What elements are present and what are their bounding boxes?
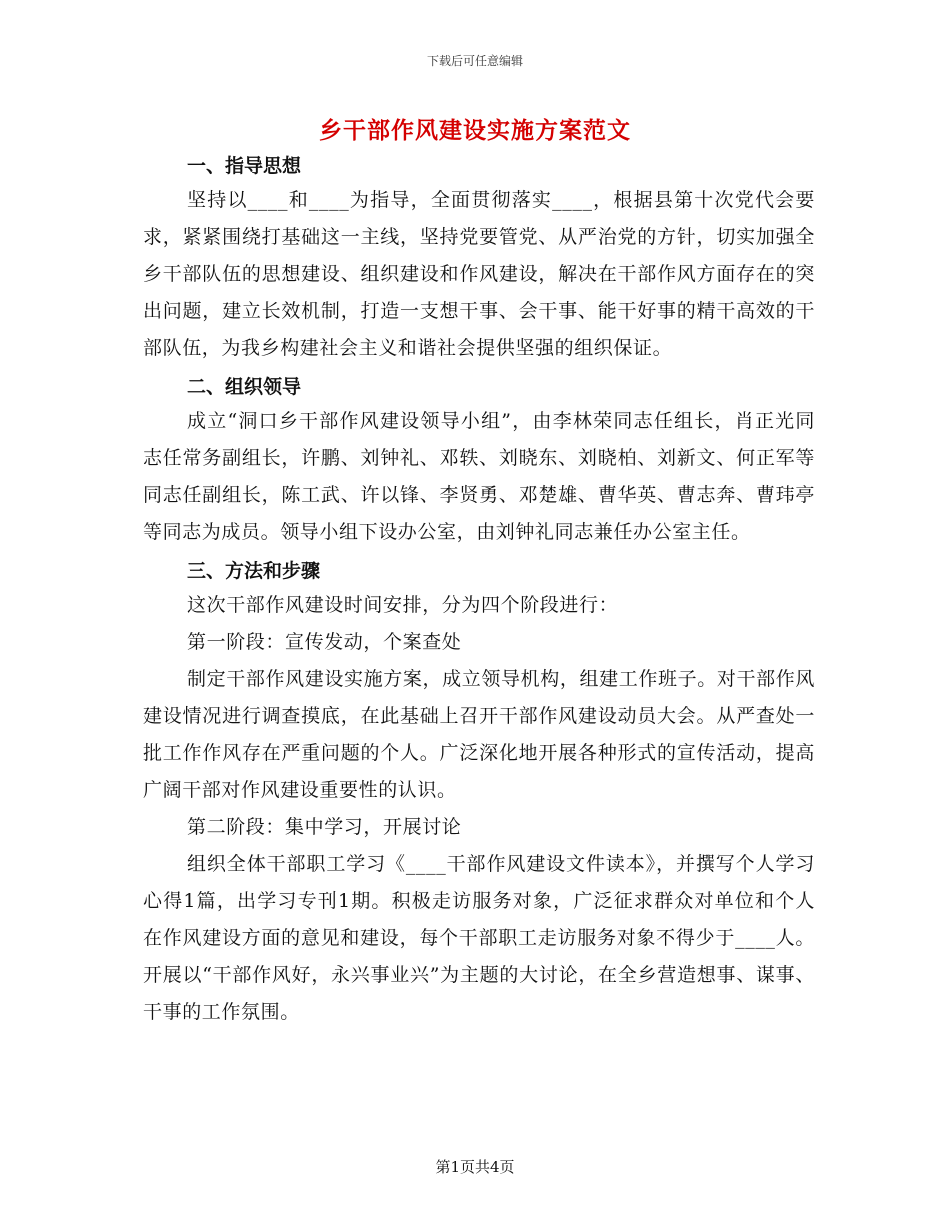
page-number: 第1页共4页 [435,1158,515,1176]
stage-one-heading: 第一阶段：宣传发动，个案查处 [187,631,462,653]
section-heading-methods-steps: 三、方法和步骤 [187,560,321,582]
section-heading-organization: 二、组织领导 [187,376,302,398]
page-header-note: 下载后可任意编辑 [426,54,523,68]
stage-two-heading: 第二阶段：集中学习，开展讨论 [187,816,462,838]
paragraph: 组织全体干部职工学习《____干部作风建设文件读本》，并撰写个人学习心得1篇，出学习专刊1期。积极走访服务对象，广泛征求群众对单位和个人在作风建设方面的意见和建设，每个干部职工走访服务对象不得少于____人。开展以“干部作风好，永兴事业兴”为主题的大讨论，在全乡营造想事、谋事、干事的工作氛围。 [143,853,815,1023]
paragraph: 成立“洞口乡干部作风建设领导小组”，由李林荣同志任组长，肖正光同志任常务副组长，许鹏、刘钟礼、邓轶、刘晓东、刘晓柏、刘新文、何正军等同志任副组长，陈工武、许以锋、李贤勇、邓楚雄、曹华英、曹志奔、曹玮亭等同志为成员。领导小组下设办公室，由刘钟礼同志兼任办公室主任。 [143,410,815,543]
document-body [143,152,815,1031]
document-title: 乡干部作风建设实施方案范文 [319,117,631,144]
section-heading-guiding-ideology: 一、指导思想 [187,155,302,177]
paragraph: 坚持以____和____为指导，全面贯彻落实____，根据县第十次党代会要求，紧紧围绕打基础这一主线，坚持党要管党、从严治党的方针，切实加强全乡干部队伍的思想建设、组织建设和作风建设，解决在干部作风方面存在的突出问题，建立长效机制，打造一支想干事、会干事、能干好事的精干高效的干部队伍，为我乡构建社会主义和谐社会提供坚强的组织保证。 [143,189,815,359]
paragraph: 这次干部作风建设时间安排，分为四个阶段进行： [187,594,619,616]
paragraph: 制定干部作风建设实施方案，成立领导机构，组建工作班子。对干部作风建设情况进行调查摸底，在此基础上召开干部作风建设动员大会。从严查处一批工作作风存在严重问题的个人。广泛深化地开展各种形式的宣传活动，提高广阔干部对作风建设重要性的认识。 [143,668,815,801]
